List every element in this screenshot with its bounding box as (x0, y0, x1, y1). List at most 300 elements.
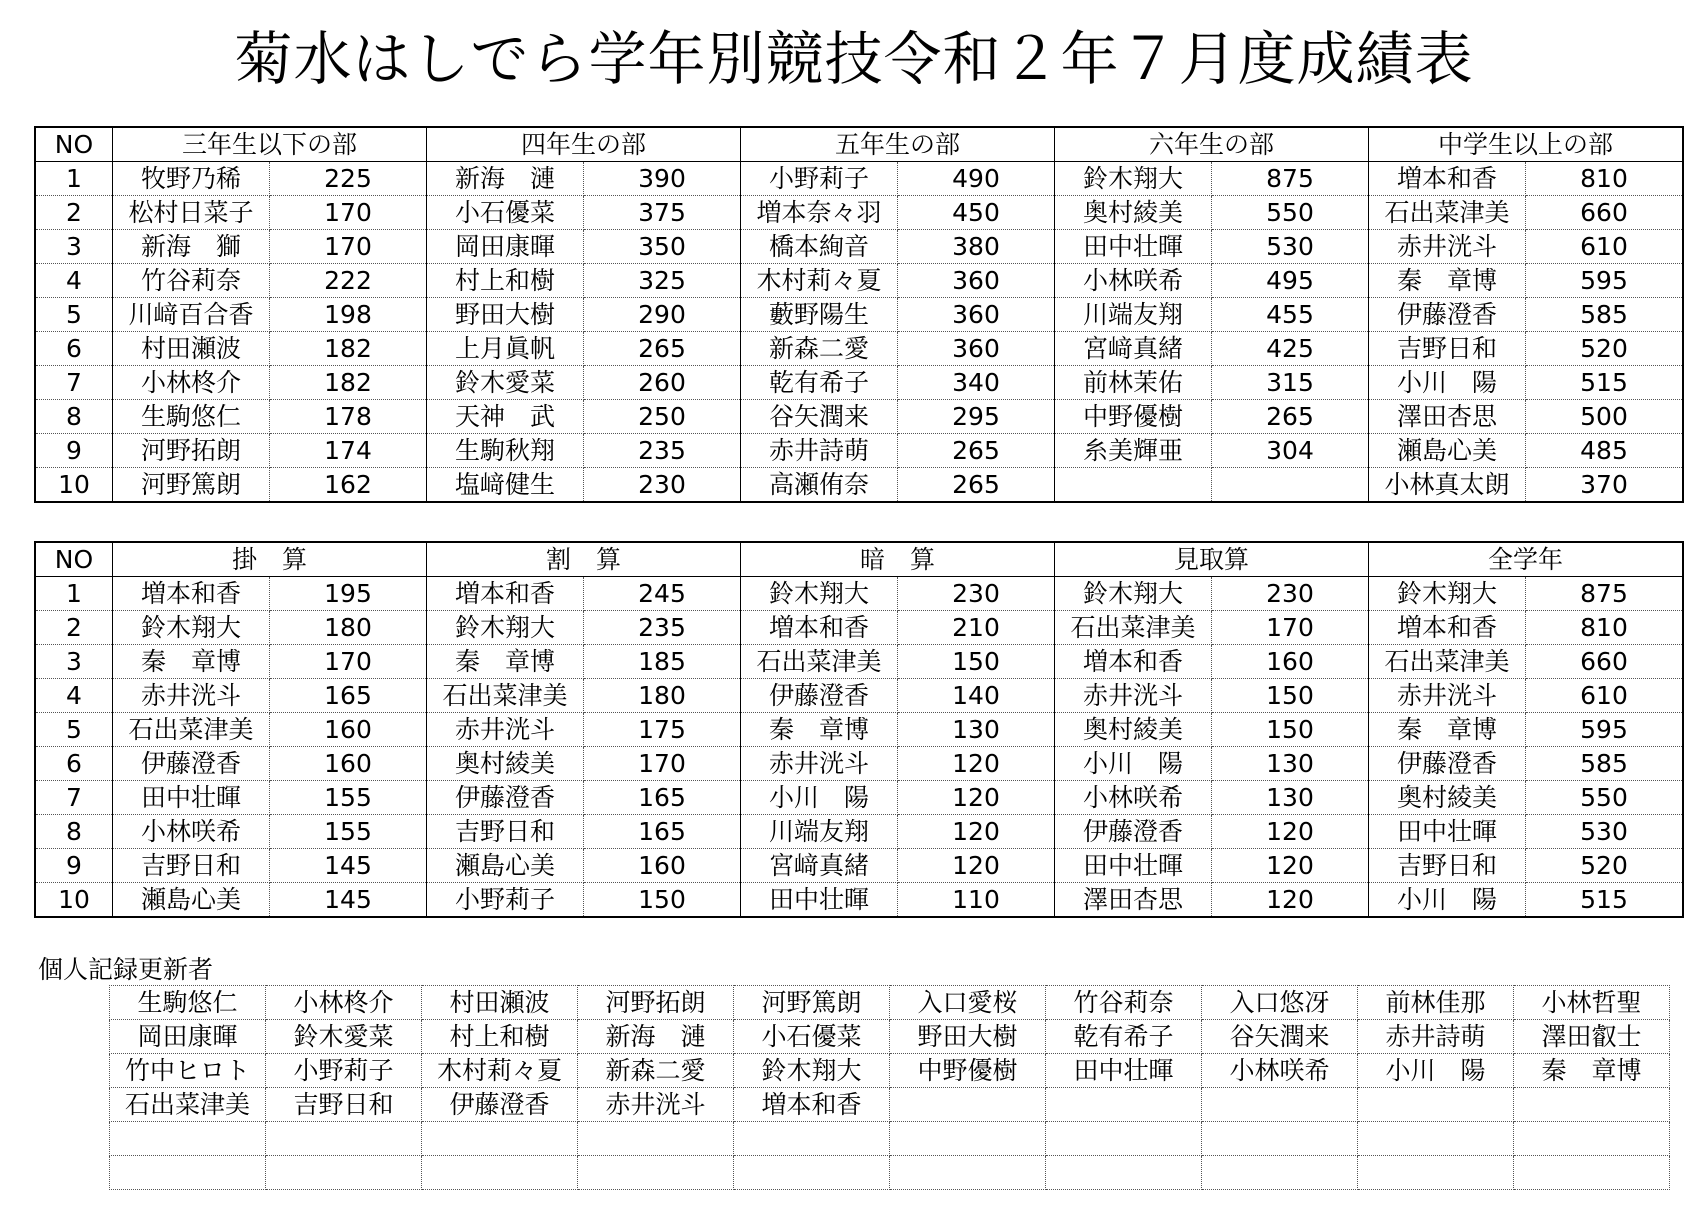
name-cell: 田中壮暉 (1055, 230, 1212, 264)
score-cell: 500 (1526, 400, 1684, 434)
score-cell: 178 (270, 400, 427, 434)
records-table (109, 985, 1670, 1190)
score-cell: 174 (270, 434, 427, 468)
name-cell: 村田瀬波 (113, 332, 270, 366)
score-cell: 260 (584, 366, 741, 400)
name-cell: 増本和香 (427, 577, 584, 611)
name-cell: 藪野陽生 (741, 298, 898, 332)
table-row (35, 679, 1683, 713)
record-name-cell: 竹谷莉奈 (1046, 986, 1202, 1020)
name-cell: 澤田杏思 (1055, 883, 1212, 918)
name-cell: 田中壮暉 (1055, 849, 1212, 883)
score-cell: 530 (1526, 815, 1684, 849)
score-cell: 250 (584, 400, 741, 434)
score-cell: 225 (270, 162, 427, 196)
name-cell: 増本和香 (1055, 645, 1212, 679)
name-cell: 赤井洸斗 (427, 713, 584, 747)
name-cell: 河野拓朗 (113, 434, 270, 468)
record-name-cell (1202, 1088, 1358, 1122)
rank-cell: 1 (35, 577, 113, 611)
table-header-row (35, 542, 1683, 577)
record-name-cell: 小川 陽 (1358, 1054, 1514, 1088)
name-cell: 鈴木翔大 (427, 611, 584, 645)
score-cell: 585 (1526, 298, 1684, 332)
name-cell: 小林咲希 (1055, 264, 1212, 298)
name-cell: 川端友翔 (741, 815, 898, 849)
score-cell: 265 (898, 434, 1055, 468)
score-cell: 520 (1526, 332, 1684, 366)
record-name-cell: 新森二愛 (578, 1054, 734, 1088)
group-header: 見取算 (1055, 542, 1369, 577)
name-cell: 小川 陽 (1369, 366, 1526, 400)
score-cell: 515 (1526, 883, 1684, 918)
name-cell: 石出菜津美 (1369, 196, 1526, 230)
rank-cell: 5 (35, 713, 113, 747)
score-cell: 110 (898, 883, 1055, 918)
table-row (35, 883, 1683, 918)
name-cell: 赤井洸斗 (1369, 230, 1526, 264)
name-cell: 秦 章博 (113, 645, 270, 679)
table-row (35, 162, 1683, 196)
score-cell: 165 (584, 815, 741, 849)
score-cell: 210 (898, 611, 1055, 645)
rank-cell: 1 (35, 162, 113, 196)
record-name-cell: 増本和香 (734, 1088, 890, 1122)
name-cell: 澤田杏思 (1369, 400, 1526, 434)
record-name-cell (1358, 1156, 1514, 1190)
record-name-cell (1202, 1156, 1358, 1190)
score-cell (1212, 468, 1369, 503)
score-cell: 160 (270, 747, 427, 781)
table-row (35, 747, 1683, 781)
name-cell: 赤井洸斗 (113, 679, 270, 713)
score-cell: 515 (1526, 366, 1684, 400)
name-cell: 上月眞帆 (427, 332, 584, 366)
name-cell: 鈴木翔大 (741, 577, 898, 611)
score-cell: 130 (1212, 781, 1369, 815)
record-name-cell: 岡田康暉 (110, 1020, 266, 1054)
name-cell (1055, 468, 1212, 503)
score-cell: 265 (584, 332, 741, 366)
score-cell: 495 (1212, 264, 1369, 298)
group-header: 暗 算 (741, 542, 1055, 577)
name-cell: 石出菜津美 (113, 713, 270, 747)
score-cell: 235 (584, 611, 741, 645)
record-name-cell: 村田瀬波 (422, 986, 578, 1020)
name-cell: 木村莉々夏 (741, 264, 898, 298)
group-header: 五年生の部 (741, 127, 1055, 162)
name-cell: 生駒悠仁 (113, 400, 270, 434)
score-cell: 180 (584, 679, 741, 713)
name-cell: 増本和香 (1369, 611, 1526, 645)
group-header: 割 算 (427, 542, 741, 577)
record-name-cell: 木村莉々夏 (422, 1054, 578, 1088)
record-name-cell: 石出菜津美 (110, 1088, 266, 1122)
record-name-cell (1514, 1088, 1670, 1122)
name-cell: 小林咲希 (113, 815, 270, 849)
group-header: 四年生の部 (427, 127, 741, 162)
rank-cell: 2 (35, 611, 113, 645)
score-cell: 660 (1526, 196, 1684, 230)
name-cell: 生駒秋翔 (427, 434, 584, 468)
name-cell: 奥村綾美 (427, 747, 584, 781)
score-cell: 170 (270, 645, 427, 679)
record-name-cell (890, 1088, 1046, 1122)
records-row (110, 986, 1670, 1020)
rank-cell: 10 (35, 883, 113, 918)
records-row (110, 1088, 1670, 1122)
name-cell: 小川 陽 (1055, 747, 1212, 781)
name-cell: 石出菜津美 (427, 679, 584, 713)
score-cell: 160 (1212, 645, 1369, 679)
record-name-cell: 澤田叡士 (1514, 1020, 1670, 1054)
name-cell: 河野篤朗 (113, 468, 270, 503)
score-cell: 145 (270, 849, 427, 883)
score-cell: 195 (270, 577, 427, 611)
score-cell: 155 (270, 815, 427, 849)
score-cell: 165 (584, 781, 741, 815)
rank-cell: 9 (35, 849, 113, 883)
score-cell: 530 (1212, 230, 1369, 264)
name-cell: 増本奈々羽 (741, 196, 898, 230)
record-name-cell (1046, 1088, 1202, 1122)
record-name-cell (1358, 1122, 1514, 1156)
record-name-cell: 新海 漣 (578, 1020, 734, 1054)
group-header: 中学生以上の部 (1369, 127, 1684, 162)
score-cell: 185 (584, 645, 741, 679)
score-cell: 360 (898, 298, 1055, 332)
table-row (35, 400, 1683, 434)
name-cell: 橋本絢音 (741, 230, 898, 264)
name-cell: 鈴木翔大 (1055, 577, 1212, 611)
name-cell: 天神 武 (427, 400, 584, 434)
record-name-cell: 河野拓朗 (578, 986, 734, 1020)
name-cell: 小川 陽 (1369, 883, 1526, 918)
name-cell: 谷矢潤来 (741, 400, 898, 434)
score-cell: 325 (584, 264, 741, 298)
score-cell: 120 (1212, 883, 1369, 918)
name-cell: 小野莉子 (741, 162, 898, 196)
score-cell: 340 (898, 366, 1055, 400)
name-cell: 伊藤澄香 (741, 679, 898, 713)
name-cell: 鈴木愛菜 (427, 366, 584, 400)
rank-cell: 3 (35, 645, 113, 679)
score-cell: 230 (584, 468, 741, 503)
score-cell: 550 (1212, 196, 1369, 230)
score-cell: 295 (898, 400, 1055, 434)
table-row (35, 713, 1683, 747)
score-cell: 150 (584, 883, 741, 918)
score-cell: 595 (1526, 713, 1684, 747)
score-cell: 380 (898, 230, 1055, 264)
score-cell: 245 (584, 577, 741, 611)
name-cell: 小川 陽 (741, 781, 898, 815)
table-row (35, 366, 1683, 400)
name-cell: 奥村綾美 (1369, 781, 1526, 815)
score-cell: 375 (584, 196, 741, 230)
score-cell: 290 (584, 298, 741, 332)
score-cell: 182 (270, 366, 427, 400)
record-name-cell (110, 1156, 266, 1190)
rank-cell: 4 (35, 679, 113, 713)
name-cell: 赤井洸斗 (1369, 679, 1526, 713)
event-results-table (34, 541, 1684, 918)
rank-cell: 6 (35, 747, 113, 781)
group-header: 三年生以下の部 (113, 127, 427, 162)
table-row (35, 332, 1683, 366)
score-cell: 610 (1526, 679, 1684, 713)
record-name-cell: 小林哲聖 (1514, 986, 1670, 1020)
score-cell: 235 (584, 434, 741, 468)
page-title: 菊水はしでら学年別競技令和２年７月度成績表 (234, 25, 1474, 93)
table-row (35, 645, 1683, 679)
records-row (110, 1122, 1670, 1156)
record-name-cell (734, 1156, 890, 1190)
score-cell: 360 (898, 264, 1055, 298)
name-cell: 宮﨑真緒 (741, 849, 898, 883)
name-cell: 石出菜津美 (1055, 611, 1212, 645)
score-cell: 230 (898, 577, 1055, 611)
score-cell: 595 (1526, 264, 1684, 298)
score-cell: 390 (584, 162, 741, 196)
score-cell: 155 (270, 781, 427, 815)
score-cell: 425 (1212, 332, 1369, 366)
record-name-cell (266, 1122, 422, 1156)
name-cell: 村上和樹 (427, 264, 584, 298)
name-cell: 中野優樹 (1055, 400, 1212, 434)
record-name-cell (1046, 1156, 1202, 1190)
name-cell: 増本和香 (113, 577, 270, 611)
group-header: 六年生の部 (1055, 127, 1369, 162)
group-header: 掛 算 (113, 542, 427, 577)
grade-results-table (34, 126, 1684, 503)
record-name-cell: 小林柊介 (266, 986, 422, 1020)
record-name-cell (1046, 1122, 1202, 1156)
score-cell: 265 (898, 468, 1055, 503)
name-cell: 赤井洸斗 (741, 747, 898, 781)
name-cell: 秦 章博 (1369, 713, 1526, 747)
record-name-cell (734, 1122, 890, 1156)
rank-cell: 8 (35, 400, 113, 434)
record-name-cell: 小石優菜 (734, 1020, 890, 1054)
table-row (35, 298, 1683, 332)
score-cell: 550 (1526, 781, 1684, 815)
name-cell: 糸美輝亜 (1055, 434, 1212, 468)
group-header: 全学年 (1369, 542, 1684, 577)
name-cell: 塩﨑健生 (427, 468, 584, 503)
score-cell: 810 (1526, 611, 1684, 645)
table-row (35, 468, 1683, 503)
score-cell: 180 (270, 611, 427, 645)
table-row (35, 196, 1683, 230)
record-name-cell: 伊藤澄香 (422, 1088, 578, 1122)
table-row (35, 815, 1683, 849)
score-cell: 170 (584, 747, 741, 781)
name-cell: 高瀬侑奈 (741, 468, 898, 503)
score-cell: 162 (270, 468, 427, 503)
table-row (35, 849, 1683, 883)
rank-cell: 6 (35, 332, 113, 366)
name-cell: 牧野乃稀 (113, 162, 270, 196)
score-cell: 120 (898, 849, 1055, 883)
records-label: 個人記録更新者 (38, 955, 214, 984)
name-cell: 新森二愛 (741, 332, 898, 366)
table-header-row (35, 127, 1683, 162)
score-cell: 810 (1526, 162, 1684, 196)
name-cell: 田中壮暉 (113, 781, 270, 815)
rank-cell: 4 (35, 264, 113, 298)
name-cell: 秦 章博 (427, 645, 584, 679)
record-name-cell: 田中壮暉 (1046, 1054, 1202, 1088)
score-cell: 170 (1212, 611, 1369, 645)
record-name-cell (422, 1156, 578, 1190)
score-cell: 120 (898, 815, 1055, 849)
name-cell: 野田大樹 (427, 298, 584, 332)
name-cell: 川端友翔 (1055, 298, 1212, 332)
score-cell: 165 (270, 679, 427, 713)
record-name-cell (1202, 1122, 1358, 1156)
record-name-cell: 入口愛桜 (890, 986, 1046, 1020)
record-name-cell (110, 1122, 266, 1156)
record-name-cell: 入口悠冴 (1202, 986, 1358, 1020)
name-cell: 伊藤澄香 (427, 781, 584, 815)
name-cell: 赤井詩萌 (741, 434, 898, 468)
name-cell: 新海 獅 (113, 230, 270, 264)
rank-cell: 8 (35, 815, 113, 849)
record-name-cell: 河野篤朗 (734, 986, 890, 1020)
record-name-cell: 秦 章博 (1514, 1054, 1670, 1088)
name-cell: 瀬島心美 (113, 883, 270, 918)
name-cell: 赤井洸斗 (1055, 679, 1212, 713)
score-cell: 450 (898, 196, 1055, 230)
record-name-cell: 吉野日和 (266, 1088, 422, 1122)
name-cell: 秦 章博 (1369, 264, 1526, 298)
name-cell: 瀬島心美 (1369, 434, 1526, 468)
score-cell: 140 (898, 679, 1055, 713)
name-cell: 小野莉子 (427, 883, 584, 918)
name-cell: 小石優菜 (427, 196, 584, 230)
name-cell: 川﨑百合香 (113, 298, 270, 332)
score-cell: 150 (1212, 679, 1369, 713)
score-cell: 350 (584, 230, 741, 264)
score-cell: 160 (584, 849, 741, 883)
rank-cell: 9 (35, 434, 113, 468)
score-cell: 222 (270, 264, 427, 298)
score-cell: 145 (270, 883, 427, 918)
name-cell: 吉野日和 (427, 815, 584, 849)
name-cell: 伊藤澄香 (113, 747, 270, 781)
record-name-cell: 竹中ヒロト (110, 1054, 266, 1088)
score-cell: 520 (1526, 849, 1684, 883)
score-cell: 160 (270, 713, 427, 747)
record-name-cell: 野田大樹 (890, 1020, 1046, 1054)
score-cell: 875 (1212, 162, 1369, 196)
table-row (35, 230, 1683, 264)
score-cell: 315 (1212, 366, 1369, 400)
name-cell: 奥村綾美 (1055, 713, 1212, 747)
record-name-cell: 赤井洸斗 (578, 1088, 734, 1122)
table-row (35, 264, 1683, 298)
name-cell: 秦 章博 (741, 713, 898, 747)
name-cell: 前林茉佑 (1055, 366, 1212, 400)
name-cell: 田中壮暉 (741, 883, 898, 918)
name-cell: 吉野日和 (113, 849, 270, 883)
score-cell: 660 (1526, 645, 1684, 679)
record-name-cell: 小林咲希 (1202, 1054, 1358, 1088)
score-cell: 485 (1526, 434, 1684, 468)
score-cell: 170 (270, 196, 427, 230)
score-cell: 610 (1526, 230, 1684, 264)
score-cell: 360 (898, 332, 1055, 366)
records-row (110, 1156, 1670, 1190)
record-name-cell (890, 1122, 1046, 1156)
name-cell: 鈴木翔大 (1055, 162, 1212, 196)
table-row (35, 577, 1683, 611)
score-cell: 120 (1212, 849, 1369, 883)
name-cell: 石出菜津美 (741, 645, 898, 679)
name-cell: 増本和香 (741, 611, 898, 645)
name-cell: 伊藤澄香 (1369, 298, 1526, 332)
score-cell: 170 (270, 230, 427, 264)
score-cell: 490 (898, 162, 1055, 196)
record-name-cell: 谷矢潤来 (1202, 1020, 1358, 1054)
score-cell: 370 (1526, 468, 1684, 503)
score-cell: 455 (1212, 298, 1369, 332)
name-cell: 小林真太朗 (1369, 468, 1526, 503)
rank-cell: 3 (35, 230, 113, 264)
record-name-cell: 村上和樹 (422, 1020, 578, 1054)
score-cell: 150 (898, 645, 1055, 679)
score-cell: 304 (1212, 434, 1369, 468)
score-cell: 175 (584, 713, 741, 747)
name-cell: 瀬島心美 (427, 849, 584, 883)
records-row (110, 1020, 1670, 1054)
name-cell: 鈴木翔大 (113, 611, 270, 645)
name-cell: 竹谷莉奈 (113, 264, 270, 298)
name-cell: 吉野日和 (1369, 332, 1526, 366)
rank-cell: 10 (35, 468, 113, 503)
name-cell: 小林柊介 (113, 366, 270, 400)
record-name-cell: 鈴木愛菜 (266, 1020, 422, 1054)
record-name-cell: 前林佳那 (1358, 986, 1514, 1020)
name-cell: 小林咲希 (1055, 781, 1212, 815)
record-name-cell (422, 1122, 578, 1156)
score-cell: 182 (270, 332, 427, 366)
record-name-cell (1514, 1156, 1670, 1190)
record-name-cell (578, 1122, 734, 1156)
record-name-cell: 中野優樹 (890, 1054, 1046, 1088)
score-cell: 130 (1212, 747, 1369, 781)
record-name-cell: 赤井詩萌 (1358, 1020, 1514, 1054)
name-cell: 奥村綾美 (1055, 196, 1212, 230)
rank-cell: 5 (35, 298, 113, 332)
record-name-cell: 小野莉子 (266, 1054, 422, 1088)
score-cell: 120 (898, 747, 1055, 781)
record-name-cell: 鈴木翔大 (734, 1054, 890, 1088)
record-name-cell (266, 1156, 422, 1190)
name-cell: 鈴木翔大 (1369, 577, 1526, 611)
name-cell: 伊藤澄香 (1369, 747, 1526, 781)
rank-cell: 7 (35, 781, 113, 815)
record-name-cell (890, 1156, 1046, 1190)
record-name-cell (1514, 1122, 1670, 1156)
rank-cell: 2 (35, 196, 113, 230)
score-cell: 130 (898, 713, 1055, 747)
name-cell: 乾有希子 (741, 366, 898, 400)
name-cell: 田中壮暉 (1369, 815, 1526, 849)
no-header: NO (35, 127, 113, 162)
record-name-cell (1358, 1088, 1514, 1122)
